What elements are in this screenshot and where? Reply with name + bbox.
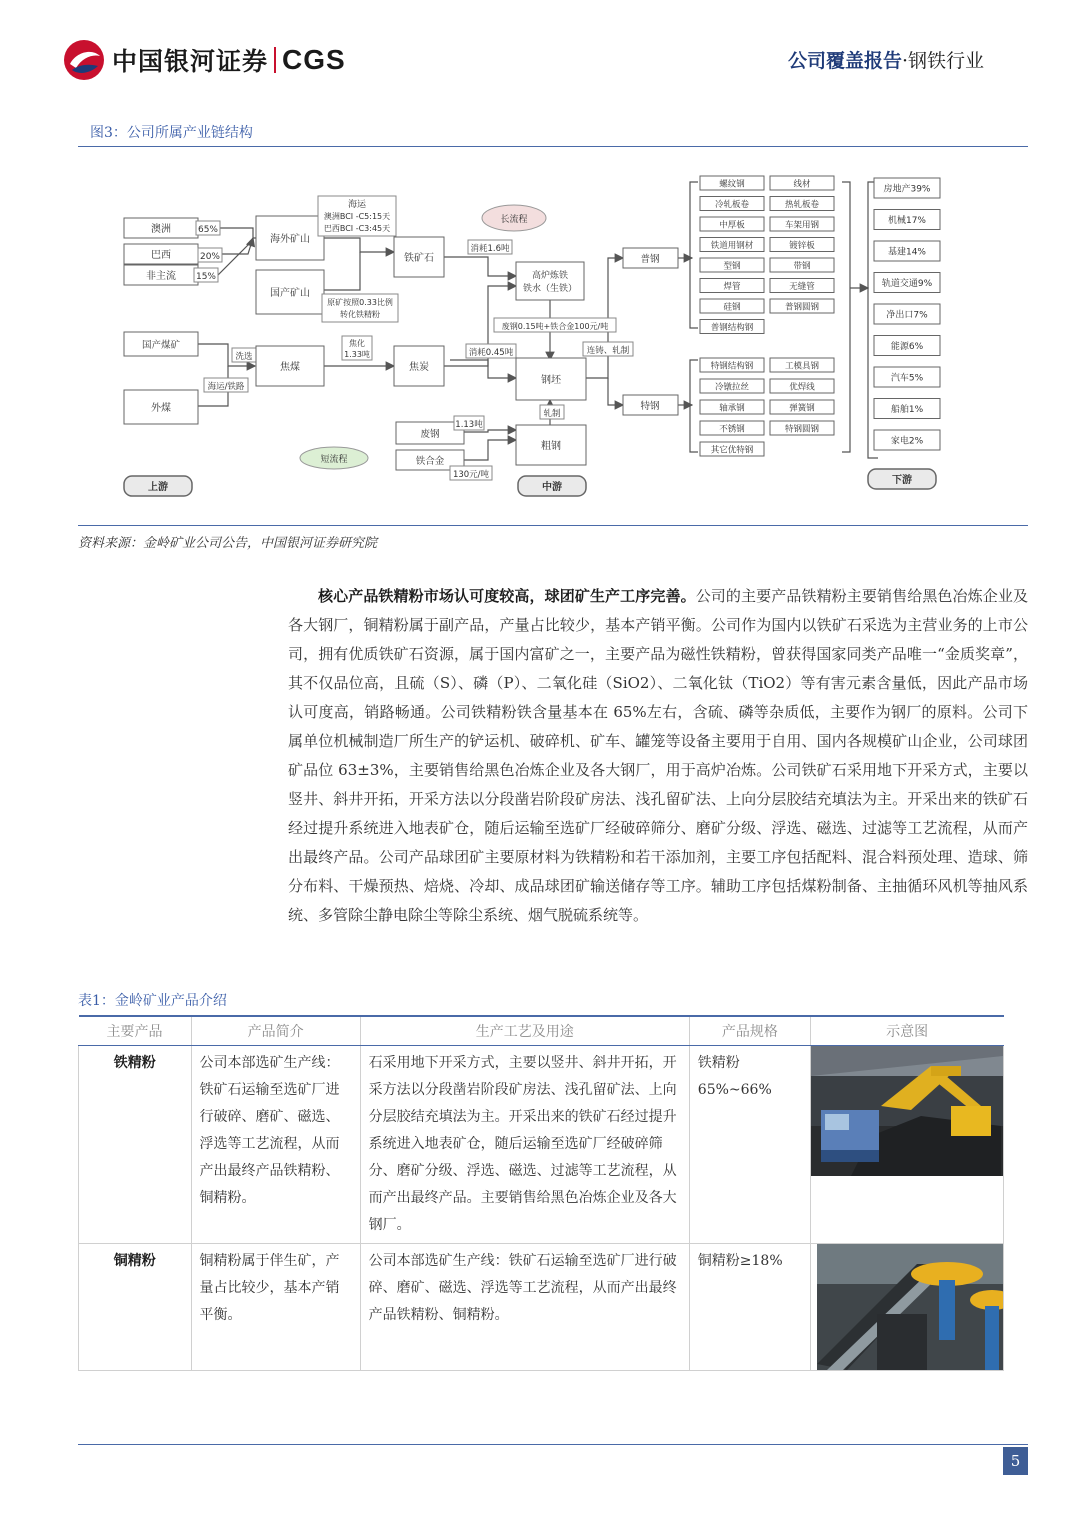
common-product-13: 普钢圆钢 (784, 302, 820, 313)
header-intro: 产品简介 (191, 1016, 360, 1046)
long-process-tag: 长流程 (500, 215, 528, 225)
shipping-note-brazil: 巴西BCI -C3:45天 (323, 224, 391, 233)
rolling: 轧制 (543, 409, 561, 419)
logo-separator (274, 47, 276, 73)
row1-image-cell (810, 1046, 1003, 1244)
common-steel-products (700, 176, 834, 334)
common-product-8: 型钢 (723, 261, 741, 272)
row1-product: 铁精粉 (79, 1046, 192, 1244)
row1-spec (689, 1046, 810, 1244)
common-product-3: 热轧板卷 (784, 200, 820, 210)
figure-title: 图3：公司所属产业链结构 (90, 125, 253, 141)
cgs-logo-icon (62, 38, 106, 82)
downstream-sector-2: 基建14% (887, 247, 927, 258)
domestic-note-1: 原矿按照0.33比例 (327, 298, 393, 307)
blast-furnace-title: 高炉炼铁 (531, 271, 569, 281)
table-header-row (79, 1016, 1004, 1046)
shipping-note-australia: 澳洲BCI -C5:15天 (323, 212, 391, 221)
scrap-steel: 废钢 (420, 429, 440, 440)
foreign-coal: 外煤 (151, 403, 171, 414)
body-paragraph (288, 582, 1028, 930)
row1-spec-line2: 65%~66% (697, 1082, 772, 1098)
downstream-sector-8: 家电2% (890, 436, 924, 447)
stage-midstream: 中游 (542, 482, 562, 493)
figure-source: 资料来源：金岭矿业公司公告，中国银河证券研究院 (78, 536, 378, 551)
downstream-sectors (874, 178, 940, 450)
logo-english-name: CGS (282, 44, 346, 75)
special-product-6: 不锈钢 (719, 424, 745, 435)
special-product-3: 优焊线 (789, 382, 815, 393)
row1-spec-line1: 铁精粉 (697, 1055, 740, 1071)
common-product-6: 铁道用钢材 (710, 241, 754, 251)
common-product-7: 镀锌板 (789, 241, 815, 251)
alloy-price: 130元/吨 (452, 470, 490, 480)
common-product-12: 硅钢 (723, 302, 741, 313)
common-product-10: 焊管 (723, 282, 741, 292)
common-product-2: 冷轧板卷 (714, 200, 750, 210)
industry-chain-diagram (78, 160, 1028, 520)
origin-australia: 澳洲 (151, 224, 171, 235)
row2-spec (689, 1244, 810, 1371)
origin-brazil: 巴西 (151, 250, 171, 261)
common-product-9: 带钢 (793, 261, 811, 272)
special-product-5: 弹簧钢 (789, 403, 815, 414)
domestic-mine: 国产矿山 (270, 288, 310, 299)
downstream-sector-7: 船舶1% (890, 405, 924, 415)
pct-brazil: 20% (199, 252, 221, 262)
coking-coal: 焦煤 (280, 362, 300, 373)
common-product-4: 中厚板 (719, 220, 745, 231)
report-type (788, 46, 984, 73)
downstream-sector-0: 房地产39% (883, 184, 931, 195)
scrap-quantity: 1.13吨 (455, 420, 483, 430)
downstream-sector-5: 能源6% (890, 342, 924, 352)
scrap-alloy-note: 废钢0.15吨+铁合金100元/吨 (501, 322, 609, 331)
paragraph-lead: 核心产品铁精粉市场认可度较高，球团矿生产工序完善。 (318, 587, 696, 605)
paragraph-text: 公司的主要产品铁精粉主要销售给黑色冶炼企业及各大钢厂，铜精粉属于副产品，产量占比较少，基本产销平衡。公司作为国内以铁矿石采选为主营业务的上市公司，拥有优质铁矿石资源，属于国内富矿之一，主要产品为磁性铁精粉，曾获得国家同类产品唯一“金质奖章”，其不仅品位高，且硫（S）、磷（P）、二氧化硅（SiO2）、二氧化钛（TiO2）等有害元素含量低，因此产品市场认可度高，销路畅通。公司铁精粉铁含量基本在 65%左右，含硫、磷等杂质低，主要作为钢厂的原料。公司下属单位机械制造厂所生产的铲运机、破碎机、矿车、罐笼等设备主要用于自用、国内各规模矿山企业，公司球团矿品位 63±3%，主要销售给黑色冶炼企业及各大钢厂，用于高炉冶炼。公司铁矿石采用地下开采方式，主要以竖井、斜井开拓，开采方法以分段凿岩阶段矿房法、浅孔留矿法、上向分层胶结充填法为主。开采出来的铁矿石经过提升系统进入地表矿仓，随后运输至选矿厂经破碎筛分、磨矿分级、浮选、磁选、过滤等工艺流程，从而产出最终产品。公司产品球团矿主要原材料为铁精粉和若干添加剂，主要工序包括配料、混合料预处理、造球、筛分布料、干燥预热、焙烧、冷却、成品球团矿输送储存等工序。辅助工序包括煤粉制备、主抽循环风机等抽风系统、多管除尘静电除尘等除尘系统、烟气脱硫系统等。 (288, 587, 1028, 924)
product-table (78, 1015, 1004, 1371)
special-steel: 特钢 (640, 401, 660, 412)
row2-product: 铜精粉 (79, 1244, 192, 1371)
table-title: 表1：金岭矿业产品介绍 (78, 993, 227, 1009)
blast-furnace-output: 铁水（生铁） (522, 284, 578, 294)
table-row (79, 1046, 1004, 1244)
header-product: 主要产品 (79, 1016, 192, 1046)
coke: 焦炭 (409, 362, 429, 373)
domestic-note-2: 转化铁精粉 (340, 310, 380, 319)
row1-intro: 公司本部选矿生产线：铁矿石运输至选矿厂进行破碎、磨矿、磁选、浮选等工艺流程，从而产出最终产品铁精粉、铜精粉。 (191, 1046, 360, 1244)
coke-note-1: 焦化 (349, 339, 365, 348)
origin-other: 非主流 (146, 271, 176, 282)
special-product-4: 轴承钢 (719, 403, 745, 414)
consume-coke: 消耗0.45吨 (468, 348, 514, 358)
company-logo (62, 38, 346, 82)
special-product-0: 特钢结构钢 (710, 361, 754, 372)
billet: 钢坯 (541, 375, 561, 386)
pct-other: 15% (195, 272, 217, 282)
header-process: 生产工艺及用途 (360, 1016, 689, 1046)
crude-steel: 粗钢 (541, 441, 561, 452)
special-product-8: 其它优特钢 (710, 445, 754, 456)
page-header (0, 0, 1080, 100)
overseas-mine: 海外矿山 (270, 234, 310, 245)
downstream-sector-1: 机械17% (887, 216, 927, 226)
figure-top-rule (78, 146, 1028, 147)
common-product-11: 无缝管 (789, 282, 815, 292)
row2-process: 公司本部选矿生产线：铁矿石运输至选矿厂进行破碎、磨矿、磁选、浮选等工艺流程，从而产出最终产品铁精粉、铜精粉。 (360, 1244, 689, 1371)
origin-percentages (194, 221, 222, 282)
common-product-5: 车架用钢 (784, 220, 820, 231)
special-product-2: 冷镦拉丝 (714, 382, 750, 393)
stage-upstream: 上游 (148, 482, 168, 493)
origin-boxes (124, 218, 198, 285)
row2-image-cell (810, 1244, 1003, 1371)
common-product-14: 普钢结构钢 (710, 323, 754, 333)
figure-bottom-rule (78, 525, 1028, 526)
short-process-tag: 短流程 (320, 455, 348, 465)
pct-australia: 65% (197, 225, 219, 235)
ferroalloy: 铁合金 (415, 456, 445, 467)
special-product-1: 工模具钢 (784, 361, 820, 372)
casting-rolling: 连铸、轧制 (586, 346, 630, 356)
special-steel-products (700, 358, 834, 456)
common-product-1: 线材 (793, 179, 811, 190)
copper-concentrate-photo (817, 1244, 1003, 1370)
shipping-note-title: 海运 (347, 200, 367, 210)
footer-rule (78, 1444, 1028, 1445)
iron-ore: 铁矿石 (404, 253, 434, 264)
coal-wash: 洗选 (235, 352, 253, 362)
page-number: 5 (1003, 1447, 1028, 1475)
common-steel: 普钢 (640, 254, 660, 265)
consume-ore: 消耗1.6吨 (470, 244, 510, 254)
header-spec: 产品规格 (689, 1016, 810, 1046)
coal-transport: 海运/铁路 (207, 382, 245, 392)
row2-spec-line1: 铜精粉≥18% (697, 1253, 783, 1269)
logo-chinese-name: 中国银河证券 (112, 47, 269, 76)
special-product-7: 特钢圆钢 (784, 424, 820, 435)
common-product-0: 螺纹钢 (719, 179, 745, 190)
iron-concentrate-photo (811, 1046, 1003, 1176)
downstream-sector-6: 汽车5% (890, 373, 924, 384)
row2-intro: 铜精粉属于伴生矿，产量占比较少，基本产销平衡。 (191, 1244, 360, 1371)
coke-note-2: 1.33吨 (344, 350, 370, 359)
domestic-coal: 国产煤矿 (141, 340, 181, 351)
stage-downstream: 下游 (892, 475, 912, 486)
industry-label: ·钢铁行业 (901, 50, 984, 72)
downstream-sector-4: 净出口7% (886, 310, 928, 321)
report-type-label: 公司覆盖报告 (787, 50, 902, 72)
table-row (79, 1244, 1004, 1371)
header-image: 示意图 (810, 1016, 1003, 1046)
row1-process: 石采用地下开采方式，主要以竖井、斜井开拓，开采方法以分段凿岩阶段矿房法、浅孔留矿法、上向分层胶结充填法为主。开采出来的铁矿石经过提升系统进入地表矿仓，随后运输至选矿厂经破碎筛分、磨矿分级、浮选、磁选、过滤等工艺流程，从而产出最终产品。主要销售给黑色冶炼企业及各大钢厂。 (360, 1046, 689, 1244)
downstream-sector-3: 轨道交通9% (881, 279, 933, 289)
